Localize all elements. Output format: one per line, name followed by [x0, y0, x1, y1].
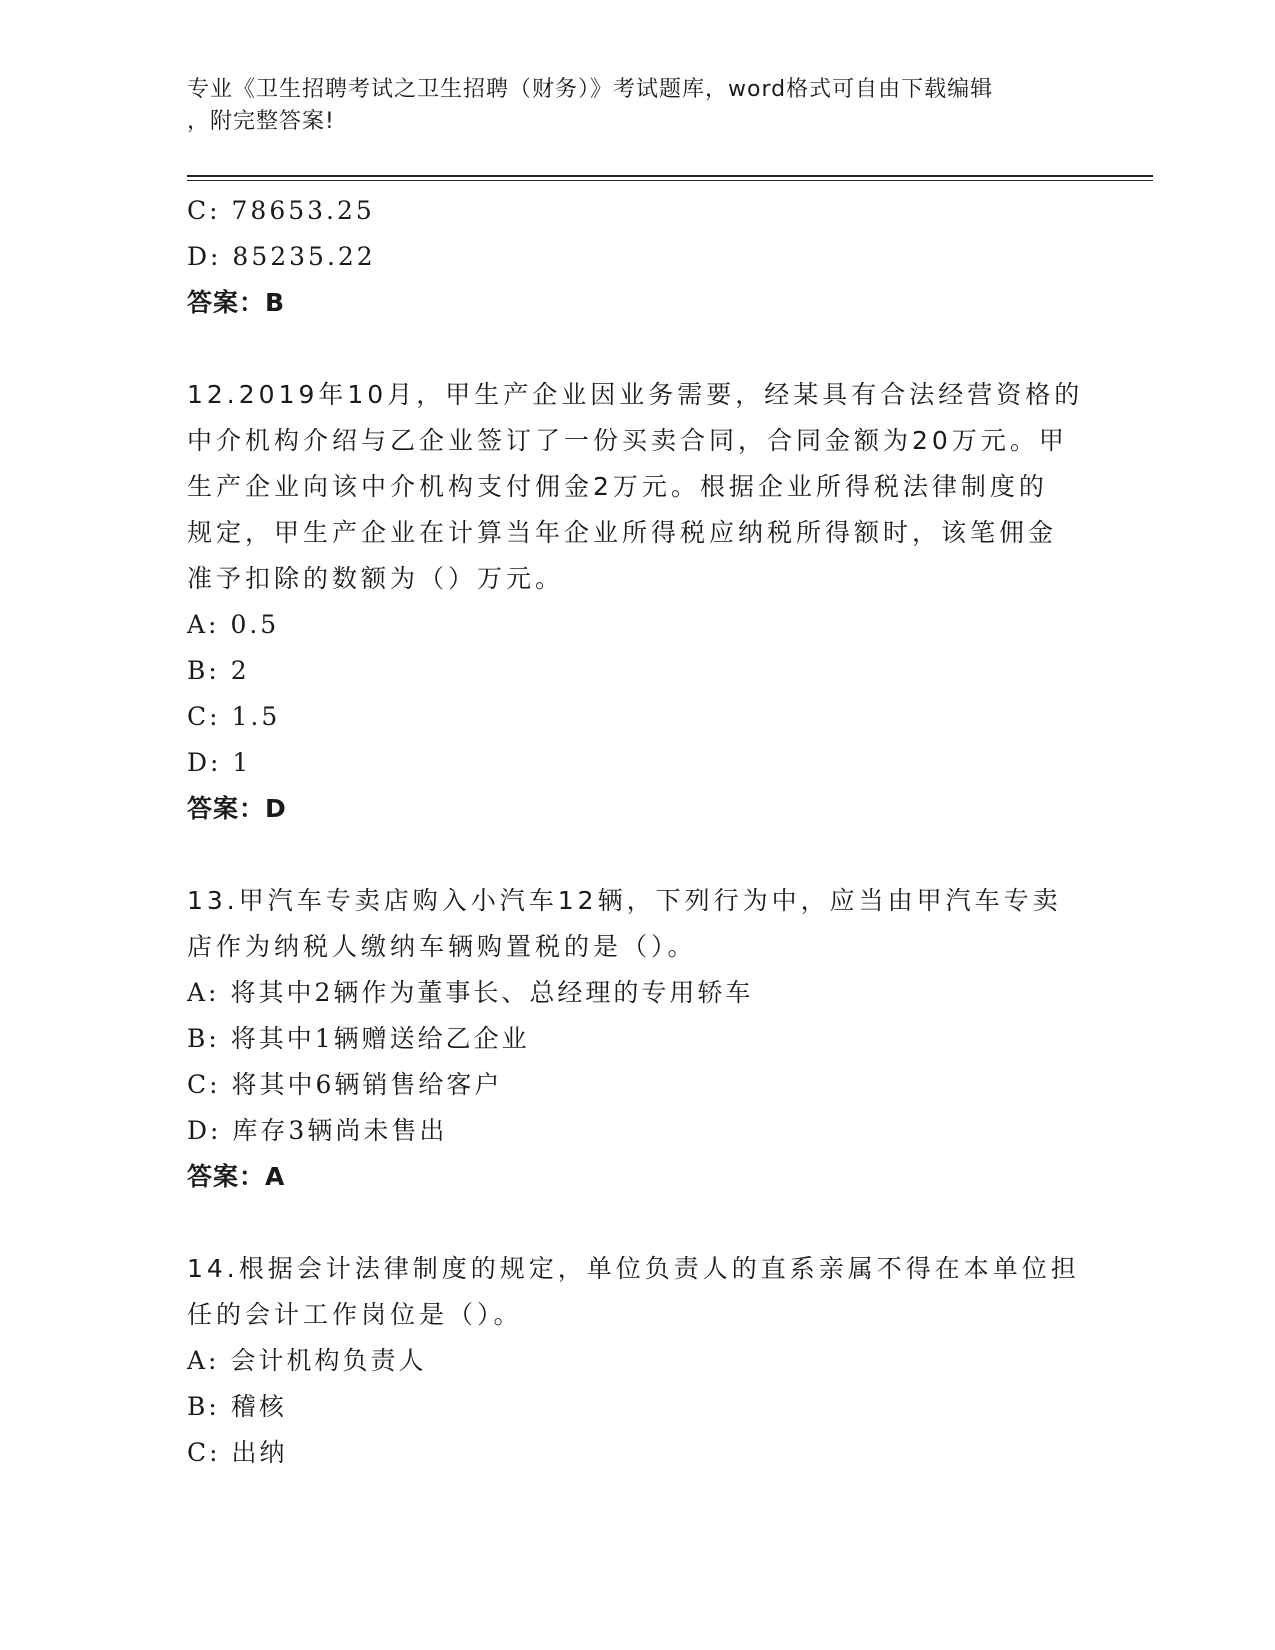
option-label: B:	[187, 656, 220, 685]
option-label: C:	[187, 196, 221, 225]
option-label: A:	[187, 610, 220, 639]
option-d	[187, 740, 1087, 786]
option-label: B:	[187, 1024, 220, 1053]
option-d	[187, 234, 1087, 280]
option-label: A:	[187, 978, 220, 1007]
option-label: C:	[187, 1438, 221, 1467]
option-text: 将其中6辆销售给客户	[231, 1070, 503, 1099]
header-title-line-1: 专业《卫生招聘考试之卫生招聘（财务）》考试题库，word格式可自由下载编辑	[187, 77, 994, 102]
option-text: 78653.25	[231, 196, 375, 225]
header-divider-thick	[187, 175, 1153, 177]
option-text: 0.5	[230, 610, 280, 639]
option-c	[187, 1062, 1087, 1108]
option-label: C:	[187, 702, 221, 731]
question-12	[187, 372, 1087, 832]
option-label: C:	[187, 1070, 221, 1099]
question-stem-line: 任的会计工作岗位是（）。	[187, 1300, 523, 1329]
option-label: D:	[187, 1116, 222, 1145]
option-a	[187, 970, 1087, 1016]
option-text: 会计机构负责人	[230, 1346, 427, 1375]
option-c	[187, 1430, 1087, 1476]
option-c	[187, 694, 1087, 740]
option-a	[187, 1338, 1087, 1384]
option-text: 1.5	[231, 702, 281, 731]
header-divider-thin	[187, 180, 1153, 181]
question-stem-line: 店作为纳税人缴纳车辆购置税的是（）。	[187, 932, 697, 961]
option-a	[187, 602, 1087, 648]
option-text: 稽核	[230, 1392, 287, 1421]
answer-line: 答案：D	[187, 794, 287, 823]
option-text: 85235.22	[232, 242, 376, 271]
option-b	[187, 1016, 1087, 1062]
question-stem-line: 准予扣除的数额为（）万元。	[187, 564, 565, 593]
question-stem-line: 14.根据会计法律制度的规定，单位负责人的直系亲属不得在本单位担	[187, 1254, 1080, 1283]
document-header	[187, 74, 1067, 138]
question-stem-line: 12.2019年10月，甲生产企业因业务需要，经某具有合法经营资格的	[187, 380, 1084, 409]
option-text: 库存3辆尚未售出	[232, 1116, 448, 1145]
option-label: D:	[187, 242, 222, 271]
option-label: D:	[187, 748, 222, 777]
option-text: 出纳	[231, 1438, 288, 1467]
header-title-line-2: ，附完整答案!	[187, 109, 335, 134]
option-text: 将其中1辆赠送给乙企业	[230, 1024, 530, 1053]
option-d	[187, 1108, 1087, 1154]
question-13	[187, 878, 1087, 1200]
option-b	[187, 648, 1087, 694]
question-stem-line: 生产企业向该中介机构支付佣金2万元。根据企业所得税法律制度的	[187, 472, 1048, 501]
option-label: B:	[187, 1392, 220, 1421]
question-stem-line: 13.甲汽车专卖店购入小汽车12辆，下列行为中，应当由甲汽车专卖	[187, 886, 1062, 915]
question-stem-line: 规定，甲生产企业在计算当年企业所得税应纳税所得额时，该笔佣金	[187, 518, 1058, 547]
option-text: 将其中2辆作为董事长、总经理的专用轿车	[230, 978, 754, 1007]
question-14	[187, 1246, 1087, 1476]
answer-line: 答案：A	[187, 1162, 286, 1191]
question-list	[187, 188, 1087, 1476]
answer-line: 答案：B	[187, 288, 286, 317]
option-c	[187, 188, 1087, 234]
question-11-continuation	[187, 188, 1087, 326]
option-text: 1	[232, 748, 252, 777]
option-text: 2	[230, 656, 250, 685]
option-b	[187, 1384, 1087, 1430]
option-label: A:	[187, 1346, 220, 1375]
question-stem-line: 中介机构介绍与乙企业签订了一份买卖合同，合同金额为20万元。甲	[187, 426, 1068, 455]
